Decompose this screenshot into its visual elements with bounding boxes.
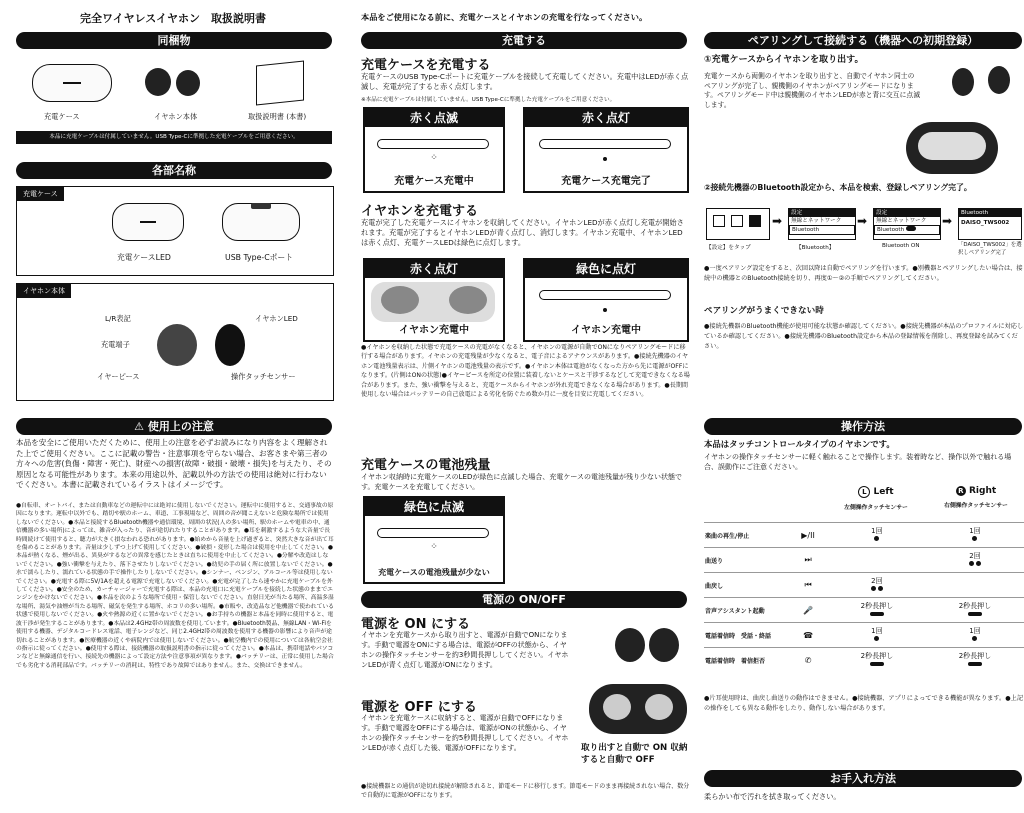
- panel-green: [523, 258, 689, 342]
- screen-bton-toggle: [874, 225, 940, 235]
- ops-row-left: [828, 573, 926, 598]
- panel-bud-red-title: 赤く点灯: [365, 260, 503, 278]
- screen-bton-head: 設定: [874, 209, 940, 217]
- case-charge-text: 充電ケースのUSB Type-Cポートに充電ケーブルを接続して充電してください。充電中はLEDが赤く点滅し、充電が完了すると赤く点灯します。: [361, 72, 689, 91]
- ops-notes: ●片耳使用時は、曲戻し曲送りの動作はできません。●接続機器、アプリによってできる機能が異なります。●上記の操作をしても異なる動作をしたり、動作しない場合があります。: [704, 695, 1024, 712]
- tap-dot-icon: [972, 536, 977, 541]
- bud-led-label: イヤホンLED: [255, 314, 298, 323]
- flow-step-1: 【設定】をタップ: [706, 245, 751, 251]
- long-press-icon: [968, 662, 982, 666]
- contents-header: 同梱物: [16, 32, 332, 49]
- panel-red-lit-title: 赤く点灯: [525, 109, 687, 127]
- ops-row-name: 曲戻し: [704, 573, 788, 598]
- case-illustration: [32, 64, 112, 102]
- ops-table: [704, 522, 1024, 672]
- panel-red-blink-caption: 充電ケース充電中: [394, 176, 474, 187]
- ops-row-left-text: 2秒長押し: [860, 602, 894, 610]
- tap-dot-icon: [976, 561, 981, 566]
- screen-wireless-head: 設定: [789, 209, 855, 217]
- earbud-side-view: [157, 324, 197, 366]
- panel-green-blink-caption: 充電ケースの電池残量が少ない: [378, 568, 490, 577]
- trouble-title: ペアリングがうまくできない時: [704, 306, 824, 316]
- item-case: 充電ケース: [44, 112, 80, 121]
- panel-green-title: 緑色に点灯: [525, 260, 687, 278]
- right-head-text: Right: [968, 486, 997, 496]
- bud-charge-text: 充電が完了した充電ケースにイヤホンを収納してください。イヤホンLEDが赤く点灯し充電が開始されます。充電が完了するとイヤホンLEDが青く点灯し、消灯します。イヤホン充電中、イヤホンLEDは赤く点灯、充電ケースLEDは緑色に点灯します。: [361, 218, 684, 247]
- pairing-step1-title: ①充電ケースからイヤホンを取り出す。: [704, 55, 864, 65]
- ops-row-name: 音声アシスタント起動: [704, 598, 788, 623]
- flow-step-3: Bluetooth ON: [882, 243, 920, 249]
- screen-device-head: Bluetooth: [959, 209, 1021, 217]
- contents-note: 本品に充電ケーブルは付属していません。USB Type-Cに準拠した充電ケーブルをご用意ください。: [16, 131, 332, 144]
- ops-row: [704, 548, 1024, 573]
- ops-header: 操作方法: [704, 418, 1022, 435]
- ops-row-right-text: 1回: [969, 527, 981, 535]
- names-header: 各部名称: [16, 162, 332, 179]
- left-head-text: Left: [873, 487, 894, 497]
- case-charge-title: 充電ケースを充電する: [361, 58, 491, 73]
- caution-lead: 本品を安全にご使用いただくために、使用上の注意を必ずお読みになり内容をよく理解された上でご使用ください。ここに記載の警告・注意事項を守らない場合、お客さまや第三者の方々への危害(負傷・障害・死亡)、財産への損害(故障・破損・破壊・損失)を与えたり、その原因となる可能性があります。本来の用途以外、記載以外の方法での使用は絶対に行わないでください。本書に記載されているイラストはイメージです。: [16, 438, 332, 489]
- pairing-step2-title: ②接続先機器のBluetooth設定から、本品を検索、登録しペアリング完了。: [704, 183, 972, 192]
- ops-row-icon: ▶/II: [788, 523, 827, 548]
- pairing-notes: ●一度ペアリング設定をすると、次回以降は自動でペアリングを行います。●別機器とペアリングしたい場合は、接続中の機器とのBluetooth接続を切り、再度①～②の手順でペアリングしてください。: [704, 265, 1023, 282]
- ops-row: [704, 573, 1024, 598]
- screen-wireless-row: 無線とネットワーク: [791, 218, 842, 224]
- ops-row-left: [828, 598, 926, 623]
- item-manual: 取扱説明書 (本書): [248, 112, 307, 121]
- gear-icon: [749, 215, 761, 227]
- earbud-right-illustration: [176, 70, 200, 96]
- green-dot: [603, 308, 607, 312]
- warning-icon: ⚠: [134, 420, 148, 433]
- caution-header: [16, 418, 332, 435]
- bud-parts-box: [16, 283, 334, 401]
- column-right: [700, 0, 1024, 813]
- long-press-icon: [870, 612, 884, 616]
- earbud-touch-view: [215, 324, 245, 366]
- earbud-left-illustration: [145, 68, 171, 96]
- case-front: [112, 203, 184, 241]
- remaining-text: イヤホン収納時に充電ケースのLEDが緑色に点滅した場合、充電ケースの電池残量が残り少ない状態です。充電ケースを充電してください。: [361, 473, 683, 491]
- right-head: [928, 486, 1024, 509]
- care-text: 柔らかい布で汚れを拭き取ってください。: [704, 792, 841, 801]
- ops-row-left: [828, 623, 926, 648]
- ops-row-name: 電話着信時 受話・終話: [704, 623, 788, 648]
- power-on-text: イヤホンを充電ケースから取り出すと、電源が自動でONになります。手動で電源をONにする場合は、電源がOFFの状態から、イヤホンの操作タッチセンサーを約3秒間長押ししてください。イヤホンLEDが青く点灯し電源がONになります。: [361, 631, 569, 669]
- panel-red-lit: [523, 107, 689, 193]
- trouble-text: ●接続先機器のBluetooth機能が使用可能な状態か確認してください。●接続先機器が本品のプロファイルに対応しているか確認してください。●接続先機器のBluetooth設定から本品の登録情報を削除し、再度登録を試みてください。: [704, 323, 1024, 350]
- manual-title: 完全ワイヤレスイヤホン 取扱説明書: [79, 12, 266, 25]
- case-parts-box: [16, 186, 334, 276]
- ops-row-left-text: 2回: [871, 577, 883, 585]
- ops-row-right: [926, 648, 1024, 673]
- power-off-title: 電源を OFF にする: [361, 700, 477, 715]
- screen-bt-on: [873, 208, 941, 240]
- ops-row-left: [828, 648, 926, 673]
- ops-row: [704, 598, 1024, 623]
- panel-green-blink-title: 緑色に点滅: [365, 498, 503, 516]
- manual-illustration: [256, 60, 304, 105]
- panel-bud-red-caption: イヤホン充電中: [399, 325, 469, 336]
- ops-row: [704, 623, 1024, 648]
- bud-in-case-right: [449, 286, 487, 314]
- ops-lead: 本品はタッチコントロールタイプのイヤホンです。: [704, 439, 895, 449]
- care-header: お手入れ方法: [704, 770, 1022, 787]
- panel-green-blink: [363, 496, 505, 584]
- ops-row-name: 電話着信時 着信拒否: [704, 648, 788, 673]
- arrow-icon: ➡: [942, 214, 953, 228]
- ops-row: [704, 648, 1024, 673]
- power-on-title: 電源を ON にする: [361, 617, 470, 632]
- panel-red-lit-caption: 充電ケース充電完了: [561, 176, 651, 187]
- ops-row-name: 曲送り: [704, 548, 788, 573]
- panel-red-blink-title: 赤く点滅: [365, 109, 503, 127]
- arrow-icon: ➡: [857, 214, 868, 228]
- charge-notes: ●イヤホンを収納した状態で充電ケースの充電がなくなると、イヤホンの電源が自動でONになりペアリングモードに移行する場合があります。イヤホンの充電残量が少なくなると、電子音によるアナウンスがあります。●接続先機器のイヤホン電池残量表示は、片側イヤホンの電池残量の表示です。●イヤホン本体は電池がなくなった方から先に電源がOFFになります。(片側はONの状態)●イヤーピースを所定の位置に装着しないとケースと干渉するなどして充電できなくなる場合があります。また、強い衝撃を与えると、充電ケースからイヤホンが外れ充電できなくなる場合があります。●長期間使用しない場合はバッテリーの自己放電による劣化を防ぐため数か月に一度を目安に充電してください。: [361, 344, 690, 399]
- screen-device: [958, 208, 1022, 240]
- toggle-icon: [906, 226, 916, 231]
- panel-red-blink: [363, 107, 505, 193]
- power-header: 電源の ON/OFF: [361, 591, 687, 608]
- long-press-icon: [870, 662, 884, 666]
- screen-settings: [706, 208, 770, 240]
- bud-charge-title: イヤホンを充電する: [361, 204, 479, 219]
- column-left: [8, 0, 338, 813]
- pairing-header: ペアリングして接続する（機器への初期登録）: [704, 32, 1022, 49]
- column-middle: [357, 0, 692, 813]
- remaining-title: 充電ケースの電池残量: [361, 458, 491, 473]
- screen-bton-label: Bluetooth: [877, 227, 905, 233]
- flow-step-4: 「DAISO_TWS002」を選択しペアリング完了: [958, 242, 1022, 256]
- case-charge-note: ※本品に充電ケーブルは付属していません。USB Type-Cに準拠した充電ケーブルをご用意ください。: [361, 97, 616, 103]
- bud-parts-label: イヤホン本体: [17, 284, 71, 298]
- panel-bud-red: [363, 258, 505, 342]
- bud-in-case-left: [381, 286, 419, 314]
- touch-label: 操作タッチセンサー: [231, 372, 296, 381]
- ops-row-left: [828, 523, 926, 548]
- bud-pair-right: [988, 66, 1010, 94]
- green-blink-icon: ⁘: [430, 542, 438, 552]
- flow-step-2: 【Bluetooth】: [796, 245, 835, 251]
- screen-wireless: [788, 208, 856, 240]
- ops-row-left-text: 2秒長押し: [860, 652, 894, 660]
- left-head: [828, 486, 924, 511]
- case-pair-illustration: [906, 122, 998, 174]
- ops-row-icon: ☎: [788, 623, 827, 648]
- caution-body: ●自転車、オートバイ、または自動車などの運転中には絶対に使用しないでください。運転中に使用すると、交通事故の原因になります。運転中以外でも、踏切や駅のホーム、車道、工事現場など、周囲の音が聞こえないと危険な場所では使用しないでください。●本品と接続するBluetooth機器や通信環境、周囲の状況(人の多い場所、駅のホームや電車の中、通信機器の多い場所)によっては、雑音が入ったり、音が途切れたりすることがあります。●耳を刺激するような大音量で長時間続けて使用すると、聴力が大きく損なわれる恐れがあります。●始めから音量を上げ過ぎると、突然大きな音が出て耳を傷めることがあります。音量は少しずつ上げて使用してください。●破損・変形した場合は使用を中止してください。●本品が熱くなる、煙が出る、異臭がするなどの異常を感じたときは直ちに使用を中止してください。●分解や改造はしないでください。●強い衝撃を与えたり、落下させたりしないでください。●幼児の手の届く所に放置しないでください。●水で濡らしたり、濡れている状態の手で操作したりしないでください。●シンナー、ベンジン、アルコール等は使用しないでください。●充電する際に5V/1Aを超える電源で充電しないでください。●充電が完了したら速やかに充電ケーブルを外してください。●安全のため、カーチャージャーで充電する際は、本品の充電口に充電ケーブルを接続した状態のままでエンジンをかけないでください。●本品を次のような場所で使用・保管しないでください。直射日光が当たる場所、高温多湿な場所、湯気や油煙が当たる場所、磁気を発生する場所、ホコリの多い場所。●市販や、改造品など他機器で使われている状態で使用しないでください。●火や熱源の近くに置かないでください。●お手持ちの機器と本品を同時に使用すると、電波干渉が発生することがあります。●本品は2.4GHz帯の周波数を使用しています。●Bluetooth製品、無線LAN・Wi-Fiを使用する機器、デジタルコードレス電話、電子レンジなど、同じ2.4GHz帯の周波数を使用する機器の影響により音声が途切れることがあります。●医療機器の近くや病院内では使用しないでください。●航空機内での使用については各航空会社の指示に従ってください。●使用する際は、接続機器の取扱説明書の指示に従ってください。●本品は、携帯電話やパソコンなどと無線通信を行い、接続先の機器によって設定方法や注意事項が異なります。●バッテリーは、正常に使用した場合でも劣化する消耗部品です。バッテリーの消耗は、特性であり故障ではありません。また、交換はできません。: [16, 503, 334, 669]
- tap-dot-icon: [874, 636, 879, 641]
- tap-dot-icon: [972, 636, 977, 641]
- panel-green-caption: イヤホン充電中: [571, 325, 641, 336]
- l-circle-icon: L: [858, 486, 870, 498]
- r-circle-icon: R: [956, 486, 966, 496]
- tap-dot-icon: [874, 536, 879, 541]
- ops-row-right-text: 2回: [969, 552, 981, 560]
- ops-row-right-text: 2秒長押し: [958, 602, 992, 610]
- ops-row-icon: 🎤: [788, 598, 827, 623]
- bud-out-right: [649, 628, 679, 662]
- tap-dot-icon: [871, 586, 876, 591]
- case-open-illustration: [589, 684, 687, 734]
- ops-row-right: [926, 523, 1024, 548]
- caution-header-text: 使用上の注意: [147, 420, 214, 433]
- pairing-step1-text: 充電ケースから両側のイヤホンを取り出すと、自動でイヤホン同士のペアリングが完了し、親機側のイヤホンがペアリングモードになります。ペアリングモード中は親機側のイヤホンLEDが赤と青に交互に点滅します。: [704, 72, 920, 109]
- ops-row-right: [926, 598, 1024, 623]
- power-off-text: イヤホンを充電ケースに収納すると、電源が自動でOFFになります。手動で電源をOFFにする場合は、電源がONの状態から、イヤホンの操作タッチセンサーを約5秒間長押ししてください。イヤホンLEDが赤く点灯した後、電源がOFFになります。: [361, 714, 569, 752]
- long-press-icon: [968, 612, 982, 616]
- ops-text: イヤホンの操作タッチセンサーに軽く触れることで操作します。装着時など、操作以外で触れる場合、誤動作にご注意ください。: [704, 453, 1012, 471]
- screen-device-name: DAISO_TWS002: [961, 220, 1010, 226]
- charge-intro: 本品をご使用になる前に、充電ケースとイヤホンの充電を行なってください。: [361, 12, 648, 22]
- item-earbuds: イヤホン本体: [154, 112, 198, 121]
- terminal-label: 充電端子: [101, 340, 130, 349]
- ops-row-left-text: 1回: [871, 527, 883, 535]
- tap-dot-icon: [969, 561, 974, 566]
- charge-header: 充電する: [361, 32, 687, 49]
- screen-bton-row: 無線とネットワーク: [876, 218, 927, 224]
- left-head-sub: 左側操作タッチセンサー: [844, 505, 908, 511]
- ops-row-icon: ⏮: [788, 573, 827, 598]
- screen-wireless-bt: Bluetooth: [789, 225, 855, 235]
- ops-row-name: 楽曲の再生/停止: [704, 523, 788, 548]
- lit-dot: [603, 157, 607, 161]
- case-port-label: USB Type-Cポート: [225, 253, 294, 262]
- case-led-label: 充電ケースLED: [117, 253, 171, 262]
- bud-out-left: [615, 628, 645, 662]
- lr-label: L/R表記: [105, 314, 131, 323]
- ops-row-icon: ✆: [788, 648, 827, 673]
- case-back: [222, 203, 300, 241]
- right-head-sub: 右側操作タッチセンサー: [944, 503, 1008, 509]
- ops-row-right-text: 2秒長押し: [958, 652, 992, 660]
- arrow-icon: ➡: [772, 214, 783, 228]
- case-parts-label: 充電ケース: [17, 187, 64, 201]
- ops-row-right: [926, 548, 1024, 573]
- power-note: ●接続機器との通信が途切れ接続が解除されると、節電モードに移行します。節電モードのまま再接続されない場合、数分で自動的に電源がOFFになります。: [361, 783, 690, 799]
- auto-onoff-caption: 取り出すと自動で ON 収納すると自動で OFF: [581, 743, 688, 765]
- ops-row: [704, 523, 1024, 548]
- ops-row-icon: ⏭: [788, 548, 827, 573]
- tap-dot-icon: [878, 586, 883, 591]
- ops-row-left-text: 1回: [871, 627, 883, 635]
- bud-pair-left: [952, 68, 974, 96]
- ops-row-right: [926, 623, 1024, 648]
- ops-row-right: [926, 573, 1024, 598]
- blink-icon: ⁘: [430, 153, 438, 163]
- ops-row-left: [828, 548, 926, 573]
- earpiece-label: イヤーピース: [97, 372, 140, 381]
- ops-row-right-text: 1回: [969, 627, 981, 635]
